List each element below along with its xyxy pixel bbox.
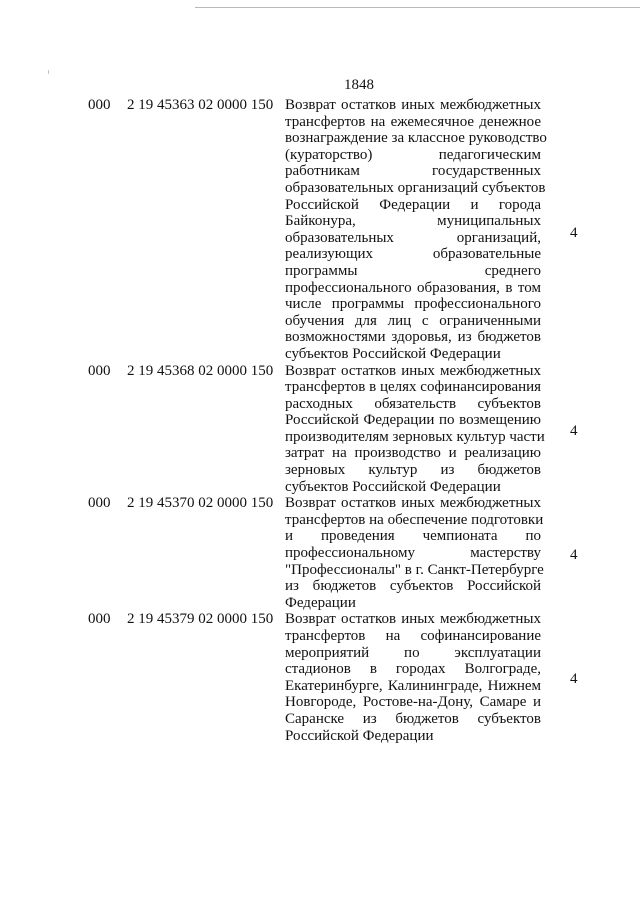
scan-mark: [48, 70, 49, 74]
name-line: профессиональному мастерству: [285, 545, 541, 562]
name-line: Российской Федерации: [285, 727, 434, 744]
name-line: вознаграждение за классное руководство: [285, 130, 547, 147]
name-line: профессионального образования, в том: [285, 279, 541, 296]
name-line: работникам государственных: [285, 163, 541, 180]
page-number: 1848: [344, 77, 374, 93]
name-line: Российской Федерации и города: [285, 196, 541, 213]
table-row: [0, 97, 640, 363]
budget-code-table: [0, 97, 640, 744]
name-line: Российской Федерации по возмещению: [285, 412, 541, 429]
name-line: возможностями здоровья, из бюджетов: [285, 329, 541, 346]
budget-classification-code: 2 19 45368 02 0000 150: [127, 362, 274, 379]
group-number: 4: [570, 225, 578, 241]
name-line: расходных обязательств субъектов: [285, 395, 541, 412]
name-line: числе программы профессионального: [285, 296, 541, 313]
scan-edge-line: [195, 7, 640, 8]
name-line: (кураторство) педагогическим: [285, 146, 541, 163]
group-number: 4: [570, 422, 578, 439]
income-type-name: [285, 611, 541, 744]
group-number: 4: [570, 671, 578, 688]
name-line: образовательных организаций субъектов: [285, 179, 546, 196]
admin-code: 000: [88, 97, 111, 113]
name-line: программы среднего: [285, 262, 541, 279]
name-line: субъектов Российской Федерации: [285, 345, 501, 362]
budget-classification-code: 2 19 45363 02 0000 150: [127, 97, 274, 113]
name-line: Байконура, муниципальных: [285, 213, 541, 230]
name-line: образовательных организаций,: [285, 229, 541, 246]
name-line: "Профессионалы" в г. Санкт-Петербурге: [285, 561, 544, 578]
table-row: [0, 363, 640, 496]
income-type-name: [285, 495, 544, 611]
admin-code: 000: [88, 495, 111, 512]
table-row: [0, 495, 640, 611]
name-line: из бюджетов субъектов Российской: [285, 578, 541, 595]
name-line: обучения для лиц с ограниченными: [285, 312, 541, 329]
income-type-name: [285, 362, 545, 496]
name-line: трансфертов в целях софинансирования: [285, 379, 542, 396]
name-line: затрат на производство и реализацию: [285, 445, 541, 462]
table-row: [0, 611, 640, 744]
name-line: трансфертов на софинансирование: [285, 628, 541, 644]
admin-code: 000: [88, 611, 111, 628]
name-line: зерновых культур из бюджетов: [285, 462, 541, 479]
name-line: мероприятий по эксплуатации: [285, 644, 541, 661]
budget-classification-code: 2 19 45370 02 0000 150: [127, 495, 274, 512]
name-line: Саранске из бюджетов субъектов: [285, 710, 541, 727]
name-line: Возврат остатков иных межбюджетных: [285, 495, 541, 512]
name-line: Федерации: [285, 594, 356, 611]
name-line: трансфертов на обеспечение подготовки: [285, 511, 544, 528]
name-line: Екатеринбурге, Калининграде, Нижнем: [285, 677, 541, 694]
name-line: Возврат остатков иных межбюджетных: [285, 362, 541, 379]
name-line: стадионов в городах Волгограде,: [285, 661, 541, 678]
name-line: Возврат остатков иных межбюджетных: [285, 611, 541, 628]
name-line: Новгороде, Ростове-на-Дону, Самаре и: [285, 694, 541, 711]
name-line: и проведения чемпионата по: [285, 528, 541, 545]
name-line: субъектов Российской Федерации: [285, 478, 501, 495]
budget-classification-code: 2 19 45379 02 0000 150: [127, 611, 274, 628]
name-line: реализующих образовательные: [285, 246, 541, 263]
name-line: трансфертов на ежемесячное денежное: [285, 113, 541, 130]
name-line: производителям зерновых культур части: [285, 428, 545, 445]
name-line: Возврат остатков иных межбюджетных: [285, 97, 541, 113]
admin-code: 000: [88, 362, 111, 379]
group-number: 4: [570, 547, 578, 564]
income-type-name: [285, 97, 547, 363]
